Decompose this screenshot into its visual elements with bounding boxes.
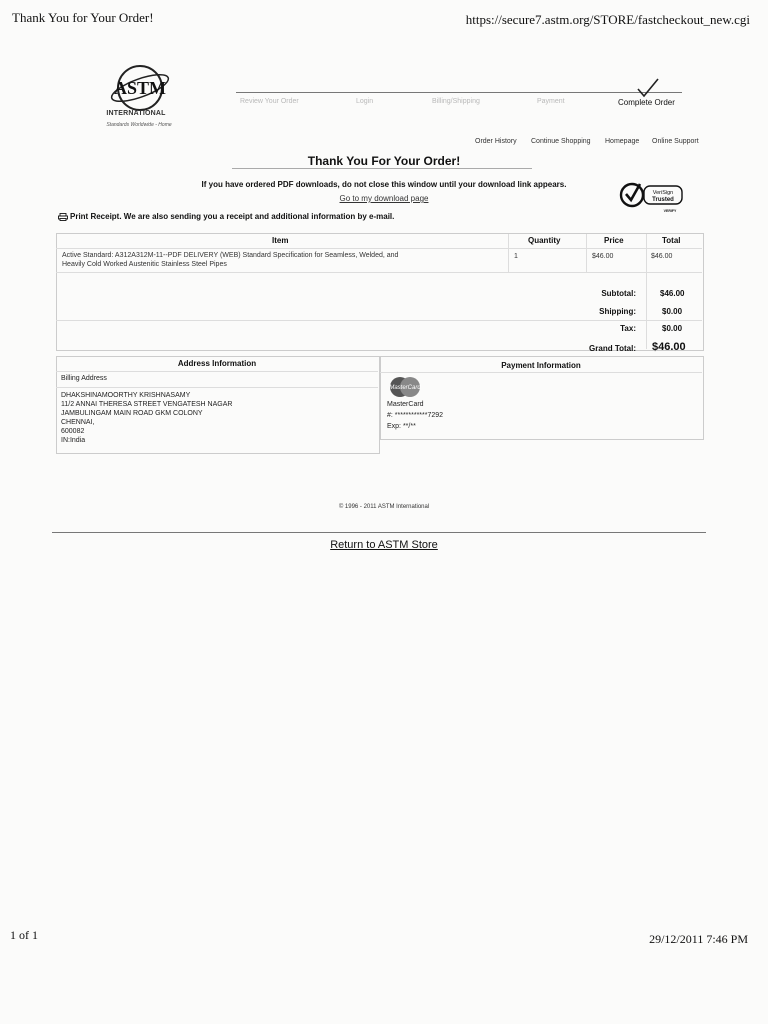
shipping-label: Shipping: xyxy=(599,307,636,316)
title-divider xyxy=(232,168,532,169)
shipping-value: $0.00 xyxy=(662,307,683,316)
link-order-history[interactable]: Order History xyxy=(475,138,517,145)
footer-divider xyxy=(52,532,706,533)
astm-logo[interactable] xyxy=(108,62,172,114)
print-receipt-text: Print Receipt. We are also sending you a receipt and additional information by e-mail. xyxy=(70,212,395,221)
print-receipt-row[interactable] xyxy=(58,212,394,221)
step-payment: Payment xyxy=(537,98,565,105)
card-expiry: Exp: **/** xyxy=(387,423,416,430)
tax-value: $0.00 xyxy=(662,324,683,333)
address-label-divider xyxy=(56,387,378,388)
link-online-support[interactable]: Online Support xyxy=(652,138,699,145)
logo-tagline[interactable]: Standards Worldwide - Home xyxy=(106,122,172,128)
col-header-total: Total xyxy=(662,236,681,245)
step-complete-order: Complete Order xyxy=(618,98,675,107)
print-datetime: 29/12/2011 7:46 PM xyxy=(649,932,748,946)
col-divider-2 xyxy=(586,234,587,272)
pdf-download-note: If you have ordered PDF downloads, do not close this window until your download link appears. xyxy=(201,180,567,189)
grand-total-label: Grand Total: xyxy=(589,344,636,353)
col-divider-1 xyxy=(508,234,509,272)
checkmark-icon xyxy=(636,78,660,98)
link-homepage[interactable]: Homepage xyxy=(605,138,640,145)
table-header-divider xyxy=(56,248,702,249)
item-total: $46.00 xyxy=(651,253,673,260)
subtotal-label: Subtotal: xyxy=(601,289,636,298)
copyright: © 1996 - 2011 ASTM International xyxy=(338,504,430,510)
payment-title-divider xyxy=(380,372,702,373)
billing-address-label: Billing Address xyxy=(61,375,107,382)
mastercard-logo xyxy=(387,376,423,398)
address-line: CHENNAI, xyxy=(61,419,95,426)
col-divider-3 xyxy=(646,234,647,349)
card-type: MasterCard xyxy=(387,401,424,408)
verisign-verify: VERIFY xyxy=(663,209,677,213)
address-title-divider xyxy=(56,371,378,372)
address-line: 11/2 ANNAI THERESA STREET VENGATESH NAGAR xyxy=(61,401,233,408)
link-continue-shopping[interactable]: Continue Shopping xyxy=(531,138,591,145)
address-line: IN:India xyxy=(61,437,86,444)
progress-line xyxy=(236,92,682,93)
item-quantity: 1 xyxy=(514,253,518,260)
verisign-name: VeriSign xyxy=(652,190,674,196)
address-line: DHAKSHINAMOORTHY KRISHNASAMY xyxy=(61,392,191,399)
return-to-store-link[interactable]: Return to ASTM Store xyxy=(330,539,438,551)
card-number: #: ************7292 xyxy=(387,412,444,419)
page-title: Thank You For Your Order! xyxy=(307,154,461,168)
print-url: https://secure7.astm.org/STORE/fastcheckout_new.cgi xyxy=(465,12,750,27)
download-page-link[interactable]: Go to my download page xyxy=(339,194,429,203)
table-sub-divider xyxy=(56,320,702,321)
item-description-line2: Heavily Cold Worked Austenitic Stainless Steel Pipes xyxy=(62,261,227,268)
mastercard-logo-text: MasterCard xyxy=(389,385,421,391)
grand-total-value: $46.00 xyxy=(652,341,686,353)
step-login: Login xyxy=(356,98,374,105)
table-row-divider xyxy=(56,272,702,273)
tax-label: Tax: xyxy=(620,324,636,333)
astm-logo-letters: ASTM xyxy=(113,78,167,98)
verisign-trusted-badge[interactable] xyxy=(618,178,684,214)
step-review-order: Review Your Order xyxy=(240,98,299,105)
col-header-price: Price xyxy=(604,236,624,245)
printer-icon[interactable] xyxy=(58,213,68,221)
item-price: $46.00 xyxy=(592,253,614,260)
col-header-item: Item xyxy=(272,236,289,245)
address-line: 600082 xyxy=(61,428,85,435)
item-description-line1: Active Standard: A312A312M-11--PDF DELIVERY (WEB) Standard Specification for Seamless, Welded, and xyxy=(62,252,399,259)
logo-international: INTERNATIONAL xyxy=(106,110,166,117)
address-line: JAMBULINGAM MAIN ROAD GKM COLONY xyxy=(61,410,203,417)
print-page-count: 1 of 1 xyxy=(10,928,38,942)
verisign-trusted: Trusted xyxy=(652,197,674,203)
address-title: Address Information xyxy=(177,359,257,368)
col-header-quantity: Quantity xyxy=(528,236,561,245)
print-page-title: Thank You for Your Order! xyxy=(12,10,154,25)
payment-title: Payment Information xyxy=(501,361,581,370)
subtotal-value: $46.00 xyxy=(660,289,685,298)
step-billing-shipping: Billing/Shipping xyxy=(432,98,480,105)
